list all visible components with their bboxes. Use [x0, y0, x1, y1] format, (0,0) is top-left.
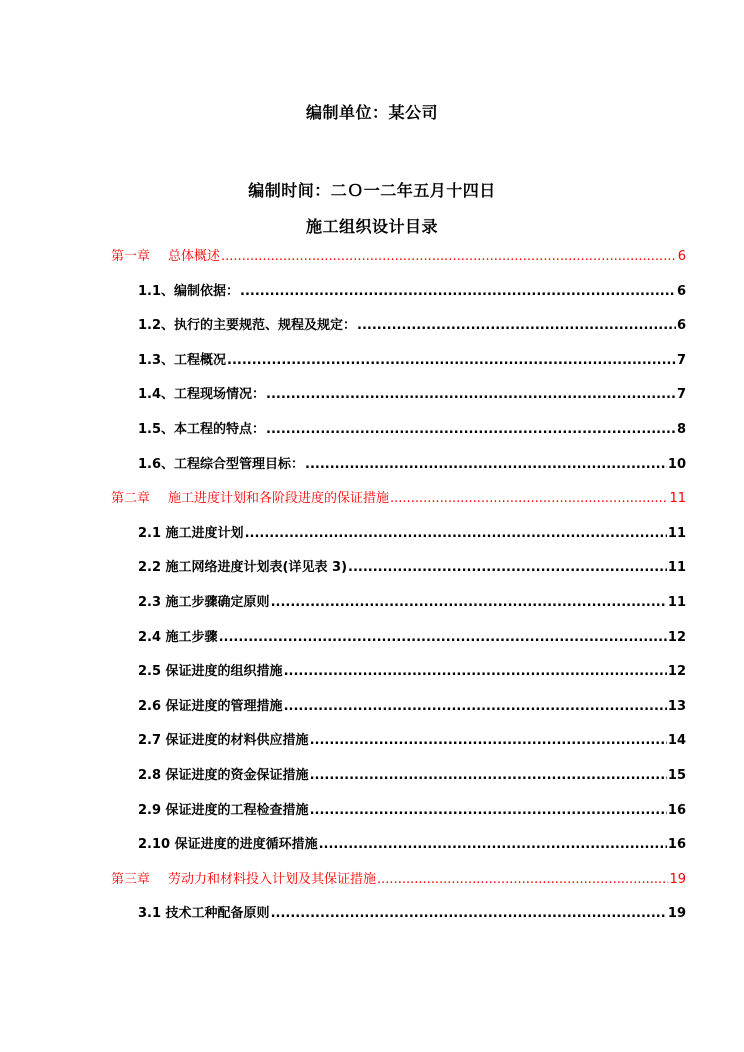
toc-page-number: 12	[667, 629, 686, 645]
company-line: 编制单位：某公司	[305, 103, 438, 122]
toc-section-entry[interactable]	[138, 421, 686, 439]
toc-page-number: 14	[667, 733, 686, 749]
toc-entry-label: 2.1 施工进度计划	[138, 525, 244, 541]
toc-dot-leader	[240, 283, 676, 301]
toc-dot-leader	[219, 629, 667, 647]
toc-entry-label: 2.5 保证进度的组织措施	[138, 664, 283, 680]
toc-page-number: 13	[667, 698, 686, 714]
toc-section-entry[interactable]	[138, 594, 686, 612]
toc-entry-label: 1.3、工程概况	[138, 352, 227, 368]
toc-page-number: 16	[667, 837, 686, 853]
toc-entry-label: 2.3 施工步骤确定原则	[138, 595, 270, 610]
toc-entry-label: 2.8 保证进度的资金保证措施	[138, 768, 309, 783]
toc-entry-label: 2.7 保证进度的材料供应措施	[138, 733, 309, 749]
toc-section-entry[interactable]	[138, 317, 686, 335]
toc-page-number: 10	[667, 456, 686, 472]
toc-dot-leader	[266, 421, 676, 439]
toc-page-number: 8	[676, 422, 686, 437]
toc-entry-label	[111, 490, 389, 508]
toc-dot-leader	[271, 594, 667, 612]
toc-page-number: 11	[667, 560, 686, 576]
toc-dot-leader	[310, 767, 667, 785]
toc-section-entry[interactable]	[138, 732, 686, 750]
toc-dot-leader	[221, 248, 677, 266]
toc-entry-label: 1.2、执行的主要规范、规程及规定：	[138, 318, 357, 334]
toc-chapter-title: 施工进度计划和各阶段进度的保证措施	[168, 491, 390, 507]
toc-entry-label: 2.4 施工步骤	[138, 629, 218, 645]
toc-section-entry[interactable]	[138, 559, 686, 577]
toc-dot-leader	[245, 525, 667, 543]
toc-page-number: 11	[669, 491, 686, 507]
date-line: 编制时间：二Ｏ一二年五月十四日	[248, 181, 496, 200]
toc-dot-leader	[284, 663, 667, 681]
toc-section-entry[interactable]	[138, 836, 686, 854]
toc-page-number: 19	[667, 906, 686, 922]
toc-chapter-number: 第三章	[111, 871, 151, 887]
toc-page-number: 7	[676, 352, 686, 368]
toc-dot-leader	[271, 905, 667, 923]
toc-entry-label	[111, 871, 376, 889]
toc-entry-label: 1.4、工程现场情况：	[138, 387, 266, 403]
toc-chapter-number: 第一章	[111, 249, 151, 264]
toc-dot-leader	[305, 456, 667, 474]
toc-section-entry[interactable]	[138, 698, 686, 716]
toc-entry-label: 2.6 保证进度的管理措施	[138, 698, 283, 714]
toc-chapter-title: 总体概述	[168, 249, 221, 264]
toc-page-number: 15	[667, 768, 686, 783]
toc-entry-label: 1.6、工程综合型管理目标：	[138, 456, 305, 472]
toc-entry-label: 1.5、本工程的特点：	[138, 422, 266, 437]
toc-page-number: 7	[676, 387, 686, 403]
toc-entry-label: 2.10 保证进度的进度循环措施	[138, 837, 318, 853]
toc-chapter-entry[interactable]	[111, 490, 686, 508]
toc-entry-label: 2.2 施工网络进度计划表(详见表 3)	[138, 560, 348, 576]
toc-dot-leader	[357, 317, 676, 335]
toc-dot-leader	[319, 836, 667, 854]
toc-title: 施工组织设计目录	[305, 217, 438, 236]
toc-dot-leader	[310, 732, 667, 750]
toc-section-entry[interactable]	[138, 352, 686, 370]
toc-dot-leader	[390, 490, 668, 508]
toc-page-number: 11	[667, 525, 686, 541]
toc-dot-leader	[348, 559, 667, 577]
toc-section-entry[interactable]	[138, 663, 686, 681]
toc-page-number: 11	[667, 595, 686, 610]
toc-chapter-entry[interactable]	[111, 248, 686, 266]
toc-section-entry[interactable]	[138, 456, 686, 474]
toc-dot-leader	[377, 871, 668, 889]
toc-page-number: 6	[677, 249, 686, 264]
toc-section-entry[interactable]	[138, 525, 686, 543]
toc-section-entry[interactable]	[138, 802, 686, 820]
toc-page-number: 16	[667, 802, 686, 818]
toc-section-entry[interactable]	[138, 386, 686, 404]
toc-section-entry[interactable]	[138, 283, 686, 301]
toc-chapter-entry[interactable]	[111, 871, 686, 889]
toc-chapter-number: 第二章	[111, 491, 151, 507]
toc-dot-leader	[310, 802, 667, 820]
toc-chapter-title: 劳动力和材料投入计划及其保证措施	[168, 871, 377, 887]
toc-section-entry[interactable]	[138, 905, 686, 923]
toc-dot-leader	[284, 698, 667, 716]
toc-entry-label: 1.1、编制依据：	[138, 283, 240, 299]
toc-page-number: 6	[676, 318, 686, 334]
toc-dot-leader	[266, 386, 676, 404]
toc-entry-label: 2.9 保证进度的工程检查措施	[138, 802, 309, 818]
toc-entry-label: 3.1 技术工种配备原则	[138, 906, 270, 922]
toc-dot-leader	[227, 352, 676, 370]
toc-section-entry[interactable]	[138, 767, 686, 785]
toc-page-number: 6	[676, 283, 686, 299]
toc-page-number: 19	[669, 871, 686, 887]
toc-page-number: 12	[667, 664, 686, 680]
toc-section-entry[interactable]	[138, 629, 686, 647]
toc-entry-label	[111, 248, 220, 266]
